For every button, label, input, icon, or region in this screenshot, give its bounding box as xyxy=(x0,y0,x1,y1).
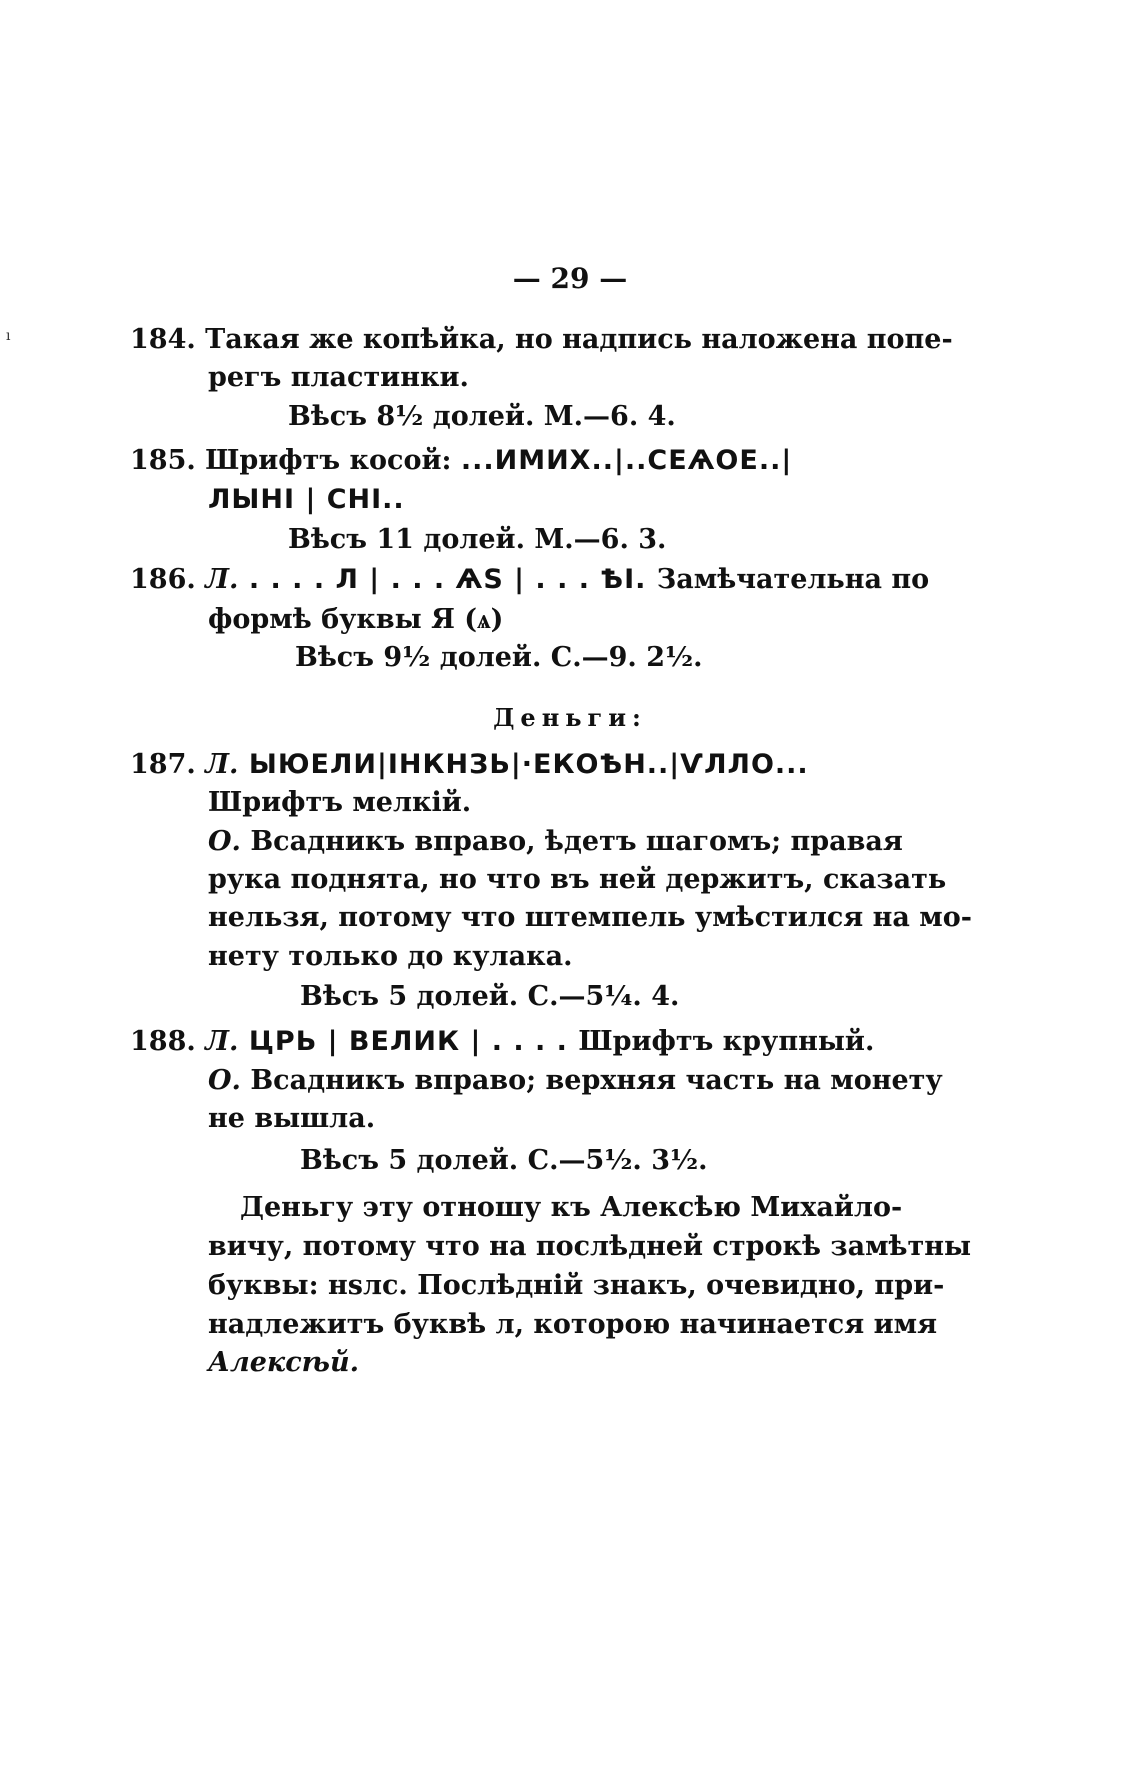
entry-188-inscription: ЦРЬ | ВЕЛИК | . . . . xyxy=(238,1026,579,1057)
entry-188-weight: Вѣсъ 5 долей. С.—5½. 3½. xyxy=(300,1145,708,1176)
entry-184-line1: 184. Такая же копѣйка, но надпись наложена попе- xyxy=(130,324,953,355)
entry-188-line2 xyxy=(208,1063,943,1099)
entry-185-label: 185. Шрифтъ косой: xyxy=(130,445,461,476)
entry-188-remark: Шрифтъ крупный. xyxy=(578,1026,875,1057)
entry-186-inscription: . . . . Л | . . . ѦЅ | . . . ѢІ. xyxy=(238,564,657,595)
entry-185-line1 xyxy=(130,443,792,479)
entry-185-inscription: ...ИМИХ..|..СЕѦОЕ..| xyxy=(460,445,793,476)
entry-187-line6: нету только до кулака. xyxy=(208,941,573,972)
note-line3: буквы: нѕлс. Послѣдній знакъ, очевидно, при- xyxy=(208,1270,945,1301)
entry-188-obverse: О. xyxy=(208,1065,241,1096)
entry-187-line3 xyxy=(208,824,903,860)
entry-186-line2: формѣ буквы Я (ѧ) xyxy=(208,604,504,635)
entry-188-number: 188. xyxy=(130,1026,206,1057)
section-heading: Деньги: xyxy=(493,703,647,732)
entry-184-weight: Вѣсъ 8½ долей. М.—6. 4. xyxy=(288,401,676,432)
entry-186-weight: Вѣсъ 9½ долей. С.—9. 2½. xyxy=(295,642,703,673)
entry-187-inscription: ЫЮЕЛИ|ІНКНЗЬ|·ЕКОѢН..|ѴЛЛО... xyxy=(238,749,809,780)
entry-184-line2: регъ пластинки. xyxy=(208,362,469,393)
page-number: — 29 — xyxy=(512,262,628,295)
entry-187-obverse: О. xyxy=(208,826,241,857)
entry-187-side: Л. xyxy=(205,749,239,780)
entry-187-line1 xyxy=(130,747,809,783)
entry-185-weight: Вѣсъ 11 долей. М.—6. 3. xyxy=(288,524,667,555)
entry-186-number: 186. xyxy=(130,564,206,595)
entry-187-line4: рука поднята, но что въ ней держитъ, сказать xyxy=(208,864,947,895)
entry-187-line2: Шрифтъ мелкій. xyxy=(208,787,472,818)
note-line1: Деньгу эту отношу къ Алексѣю Михайло- xyxy=(240,1192,903,1223)
note-line5: Алексѣй. xyxy=(208,1347,360,1378)
margin-mark: ı xyxy=(6,328,11,344)
entry-187-weight: Вѣсъ 5 долей. С.—5¼. 4. xyxy=(300,981,680,1012)
entry-188-desc: Всадникъ вправо; верхняя часть на монету xyxy=(240,1065,943,1096)
entry-186-line1 xyxy=(130,562,929,598)
entry-188-line3: не вышла. xyxy=(208,1103,376,1134)
entry-187-number: 187. xyxy=(130,749,206,780)
entry-186-remark: Замѣчательна по xyxy=(656,564,930,595)
entry-187-desc: Всадникъ вправо, ѣдетъ шагомъ; правая xyxy=(240,826,903,857)
entry-186-side: Л. xyxy=(205,564,239,595)
entry-188-side: Л. xyxy=(205,1026,239,1057)
note-line4: надлежитъ буквѣ л, которою начинается имя xyxy=(208,1309,938,1340)
entry-188-line1 xyxy=(130,1024,874,1060)
entry-187-line5: нельзя, потому что штемпель умѣстился на мо- xyxy=(208,902,972,933)
note-line2: вичу, потому что на послѣдней строкѣ замѣтны xyxy=(208,1231,972,1262)
entry-185-line2: ЛЫНІ | СНІ.. xyxy=(208,484,405,515)
